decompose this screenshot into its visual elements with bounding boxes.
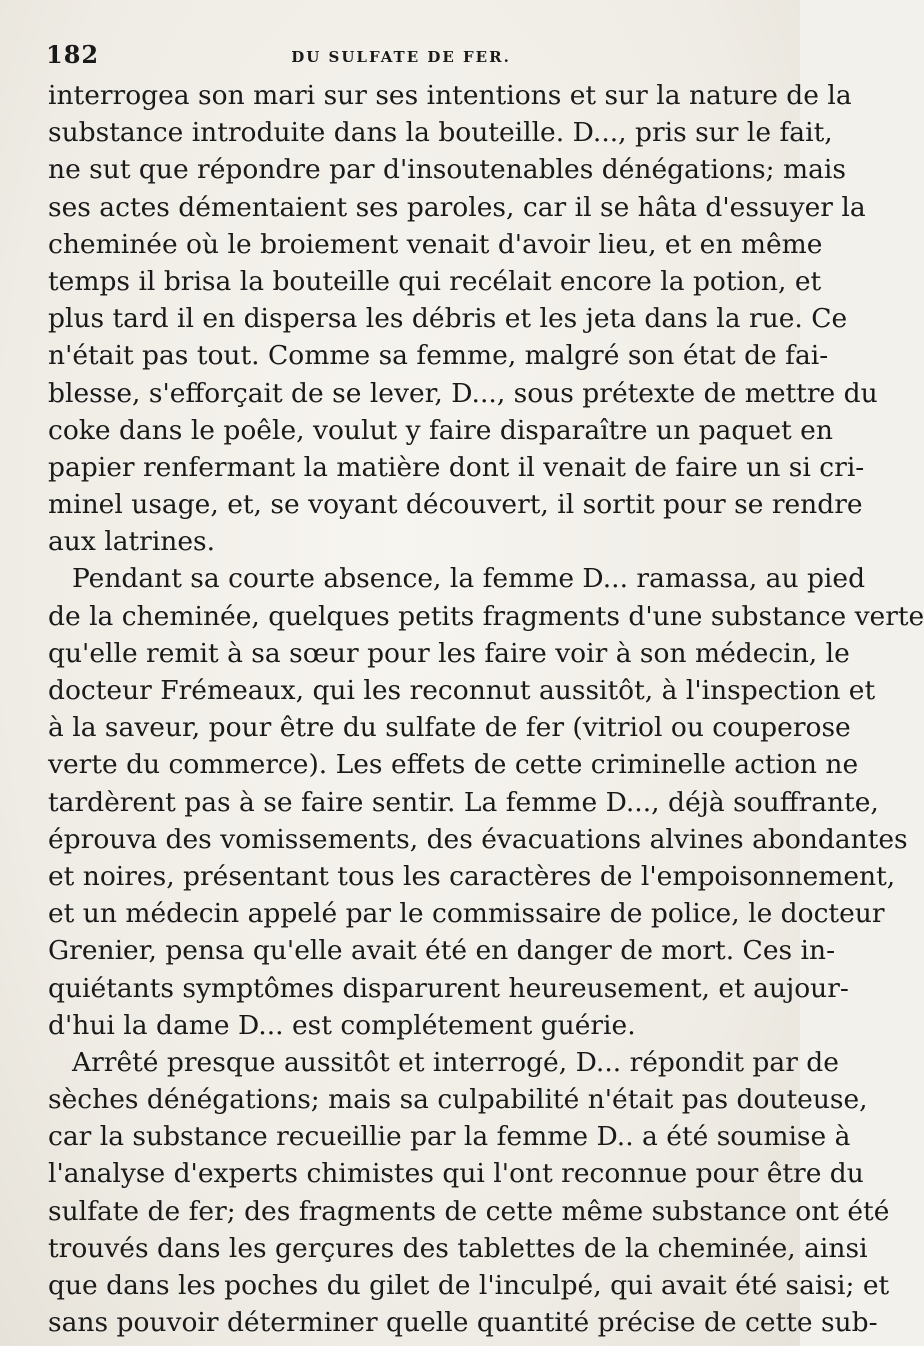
text-line: à la saveur, pour être du sulfate de fer (vitriol ou couperose	[48, 712, 851, 744]
text-line: trouvés dans les gerçures des tablettes de la cheminée, ainsi	[48, 1232, 868, 1264]
text-line: interrogea son mari sur ses intentions et sur la nature de la	[48, 80, 852, 111]
text-line: papier renfermant la matière dont il venait de faire un si cri-	[48, 451, 865, 483]
text-line: sulfate de fer; des fragments de cette même substance ont été	[48, 1195, 890, 1227]
text-line: éprouva des vomissements, des évacuations alvines abondantes	[48, 823, 908, 855]
text-line: ses actes démentaient ses paroles, car il se hâta d'essuyer la	[48, 191, 866, 223]
text-line: que dans les poches du gilet de l'inculpé, qui avait été saisi; et	[48, 1270, 890, 1301]
text-line: sèches dénégations; mais sa culpabilité n'était pas douteuse,	[48, 1084, 868, 1116]
text-line: d'hui la dame D... est complétement guérie.	[48, 1009, 636, 1041]
text-line: Pendant sa courte absence, la femme D... ramassa, au pied	[72, 563, 866, 595]
text-line: l'analyse d'experts chimistes qui l'ont reconnue pour être du	[48, 1158, 864, 1190]
text-line: sans pouvoir déterminer quelle quantité précise de cette sub-	[48, 1307, 878, 1339]
paragraph	[48, 560, 924, 1043]
text-line: qu'elle remit à sa sœur pour les faire voir à son médecin, le	[48, 637, 850, 669]
running-head: DU SULFATE DE FER.	[291, 48, 511, 66]
text-line: et noires, présentant tous les caractères de l'empoisonnement,	[48, 860, 896, 892]
text-line: minel usage, et, se voyant découvert, il sortit pour se rendre	[48, 489, 863, 521]
text-line: temps il brisa la bouteille qui recélait encore la potion, et	[48, 265, 822, 297]
text-line: cheminée où le broiement venait d'avoir lieu, et en même	[48, 228, 823, 260]
text-line: docteur Frémeaux, qui les reconnut aussitôt, à l'inspection et	[48, 675, 876, 706]
text-line: plus tard il en dispersa les débris et les jeta dans la rue. Ce	[48, 303, 848, 335]
text-line: aux latrines.	[48, 526, 216, 558]
body-text	[48, 77, 924, 1341]
text-line: ne sut que répondre par d'insoutenables dénégations; mais	[48, 154, 846, 186]
text-line: substance introduite dans la bouteille. D..., pris sur le fait,	[48, 117, 833, 149]
paragraph	[48, 77, 878, 560]
text-line: n'était pas tout. Comme sa femme, malgré son état de fai-	[48, 340, 829, 372]
page-number: 182	[46, 40, 100, 69]
text-line: car la substance recueillie par la femme D.. a été soumise à	[48, 1121, 851, 1153]
text-line: blesse, s'efforçait de se lever, D..., sous prétexte de mettre du	[48, 377, 878, 409]
text-line: tardèrent pas à se faire sentir. La femme D..., déjà souffrante,	[48, 786, 879, 818]
text-line: coke dans le poêle, voulut y faire disparaître un paquet en	[48, 414, 833, 446]
paragraph	[48, 1044, 890, 1342]
text-line: quiétants symptômes disparurent heureusement, et aujour-	[48, 972, 849, 1004]
page-header	[46, 40, 756, 74]
text-line: et un médecin appelé par le commissaire de police, le docteur	[48, 898, 885, 930]
text-line: Grenier, pensa qu'elle avait été en danger de mort. Ces in-	[48, 935, 836, 967]
text-line: de la cheminée, quelques petits fragments d'une substance verte	[48, 600, 924, 632]
text-line: verte du commerce). Les effets de cette criminelle action ne	[48, 749, 859, 781]
text-line: Arrêté presque aussitôt et interrogé, D... répondit par de	[72, 1046, 839, 1078]
